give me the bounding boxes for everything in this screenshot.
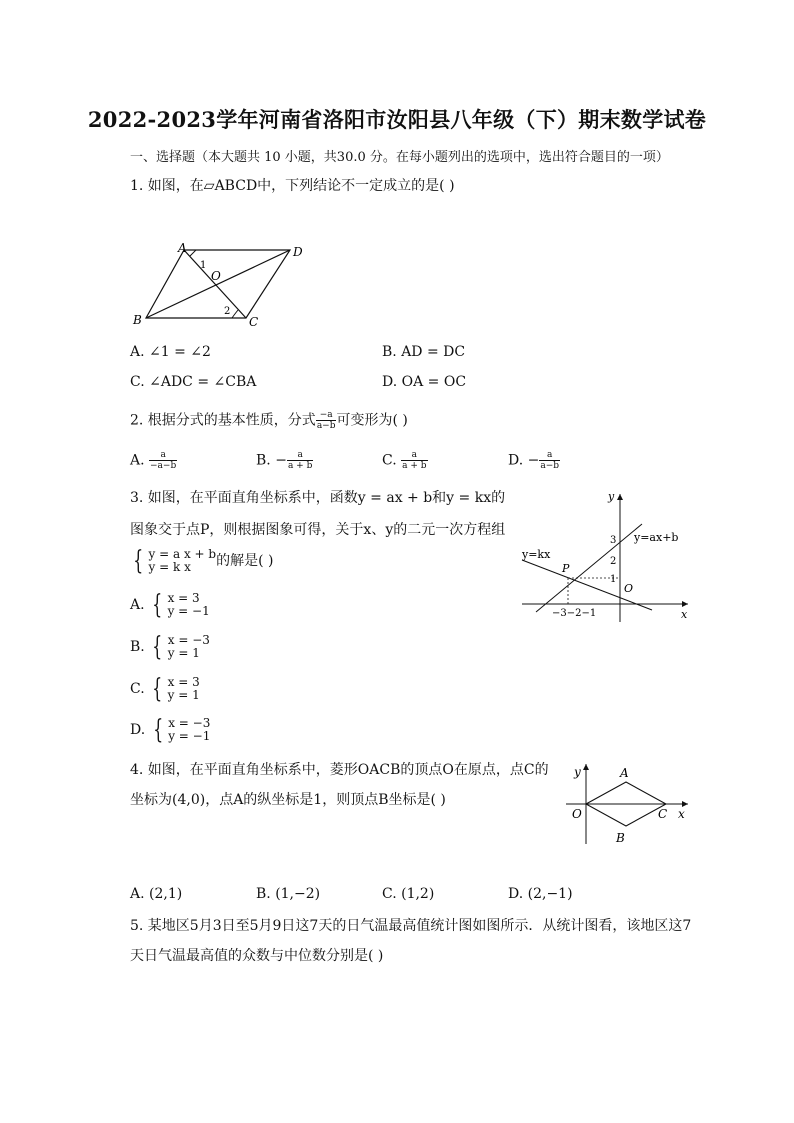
question-4-figure	[552, 760, 692, 850]
label-angle-1: 1	[200, 260, 207, 271]
q4-option-d[interactable]: D. (2,−1)	[508, 886, 573, 902]
q4-option-a[interactable]: A. (2,1)	[130, 886, 183, 902]
label-A: A	[178, 241, 187, 255]
label-C: C	[249, 315, 259, 329]
q2-option-b[interactable]: B. − $\frac{a}{a + b}$	[256, 450, 313, 471]
svg-text:B: B	[616, 831, 625, 845]
question-1-stem: 1. 如图，在▱ABCD中，下列结论不一定成立的是( )	[130, 178, 455, 194]
line-label-kx: y=kx	[522, 548, 551, 561]
svg-text:2: 2	[610, 556, 617, 567]
q4-option-b[interactable]: B. (1,−2)	[256, 886, 321, 902]
question-5-line-2: 天日气温最高值的众数与中位数分别是( )	[130, 948, 384, 964]
question-5-line-1: 5. 某地区5月3日至5月9日这7天的日气温最高值统计图如图所示．从统计图看，该地区这7	[130, 918, 692, 934]
label-angle-2: 2	[224, 306, 231, 317]
question-1-figure	[128, 238, 308, 330]
question-3-line-1: 3. 如图，在平面直角坐标系中，函数y = ax + b和y = kx的	[130, 490, 506, 506]
svg-text:−3−2−1: −3−2−1	[552, 608, 597, 619]
svg-text:x: x	[678, 807, 685, 821]
line-label-ax-b: y=ax+b	[634, 531, 679, 544]
q3-option-d[interactable]: D. { x = −3 y = −1	[130, 715, 211, 745]
q2-option-c[interactable]: C. $\frac{a}{a + b}$	[382, 450, 427, 471]
question-2-stem: 2. 根据分式的基本性质，分式 $\frac{-a}{a-b}$ 可变形为( )	[130, 410, 408, 431]
q4-option-c[interactable]: C. (1,2)	[382, 886, 435, 902]
svg-text:A: A	[620, 766, 629, 780]
svg-text:C: C	[658, 807, 668, 821]
svg-text:O: O	[624, 582, 634, 595]
question-3-system: { y = a x + b y = k x 的解是( )	[133, 546, 274, 576]
svg-text:3: 3	[610, 535, 617, 546]
label-O: O	[211, 269, 221, 283]
section-heading: 一、选择题（本大题共 10 小题，共30.0 分。在每小题列出的选项中，选出符合题目的一项）	[130, 150, 669, 165]
svg-text:y: y	[574, 765, 581, 779]
q2-option-d[interactable]: D. − $\frac{a}{a-b}$	[508, 450, 560, 471]
q1-option-a[interactable]: A. ∠1 = ∠2	[130, 344, 211, 360]
page-title: 2022-2023学年河南省洛阳市汝阳县八年级（下）期末数学试卷	[87, 107, 707, 132]
svg-text:O: O	[572, 807, 582, 821]
svg-text:x: x	[681, 608, 688, 621]
q1-option-c[interactable]: C. ∠ADC = ∠CBA	[130, 374, 257, 390]
question-4-line-1: 4. 如图，在平面直角坐标系中，菱形OACB的顶点O在原点，点C的	[130, 762, 549, 778]
q1-option-b[interactable]: B. AD = DC	[382, 344, 466, 360]
q1-option-d[interactable]: D. OA = OC	[382, 374, 467, 390]
question-4-line-2: 坐标为(4,0)，点A的纵坐标是1，则顶点B坐标是( )	[130, 792, 446, 808]
q3-option-b[interactable]: B. { x = −3 y = 1	[130, 632, 210, 662]
q2-stem-fraction: $\frac{-a}{a-b}$	[316, 410, 336, 431]
svg-text:P: P	[562, 562, 570, 575]
question-3-figure	[516, 486, 696, 626]
label-D: D	[293, 245, 303, 259]
svg-text:y: y	[608, 490, 615, 503]
question-3-line-2: 图象交于点P，则根据图象可得，关于x、y的二元一次方程组	[130, 522, 506, 538]
q3-option-c[interactable]: C. { x = 3 y = 1	[130, 674, 200, 704]
q2-option-a[interactable]: A. $\frac{a}{-a-b}$	[130, 450, 177, 471]
label-B: B	[133, 313, 142, 327]
q3-option-a[interactable]: A. { x = 3 y = −1	[130, 590, 210, 620]
svg-text:1: 1	[610, 574, 617, 585]
